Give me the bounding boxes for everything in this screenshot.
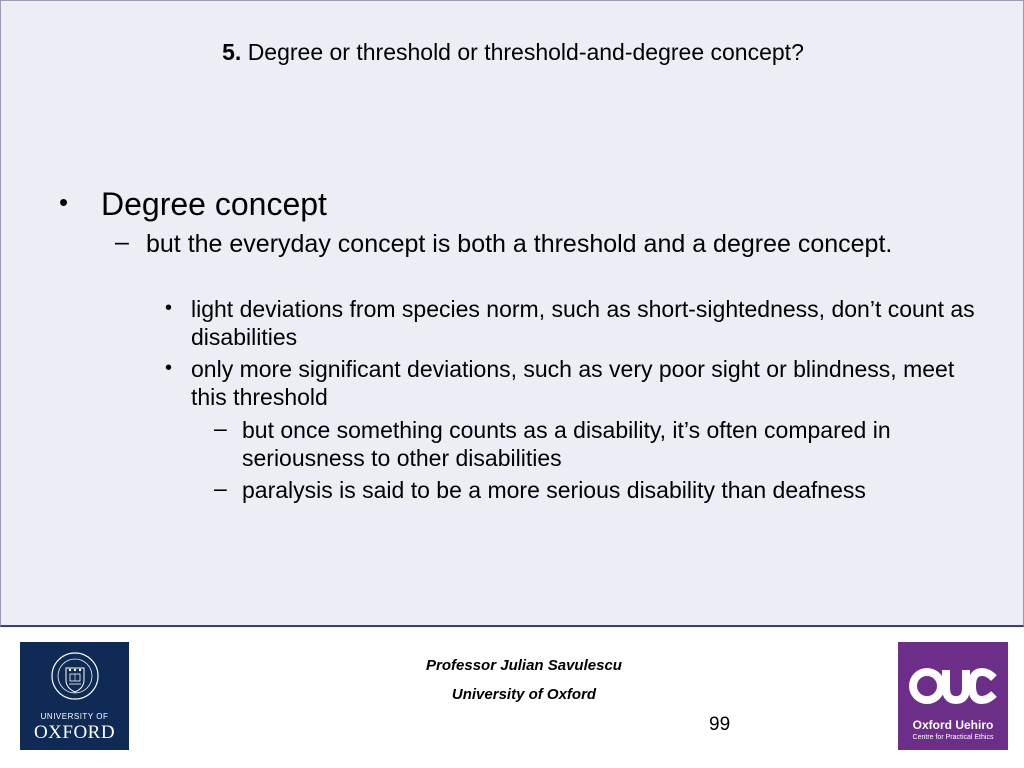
oxford-logo-big-text: OXFORD	[33, 722, 116, 743]
uehiro-logo-name: Oxford Uehiro	[912, 718, 994, 732]
slide-title-text: Degree or threshold or threshold-and-degree concept?	[247, 39, 804, 65]
dash-icon: –	[214, 415, 227, 441]
bullet-text: paralysis is said to be a more serious disability than deafness	[242, 477, 866, 503]
bullet-icon: •	[165, 357, 173, 379]
footer-author: Professor Julian Savulescu	[426, 657, 622, 674]
dash-icon: –	[115, 228, 129, 256]
slide-title	[1, 39, 1024, 66]
bullet-level3	[165, 355, 981, 411]
bullet-level4	[214, 415, 982, 472]
bullet-text: but the everyday concept is both a threshold and a degree concept.	[146, 230, 893, 258]
bullet-level2	[115, 228, 906, 259]
oxford-uehiro-logo	[898, 642, 1008, 750]
bullet-icon: •	[165, 297, 173, 319]
bullet-text: only more significant deviations, such as very poor sight or blindness, meet this threshold	[191, 356, 955, 410]
bullet-text: but once something counts as a disability, it’s often compared in seriousness to other disabilities	[242, 417, 891, 471]
bullet-icon: •	[59, 187, 69, 217]
uehiro-logo-subtitle: Centre for Practical Ethics	[912, 734, 994, 741]
bullet-level1	[59, 185, 981, 223]
footer-organization: University of Oxford	[451, 686, 597, 703]
bullet-text: Degree concept	[101, 186, 327, 222]
slide-title-number: 5.	[222, 39, 242, 65]
bullet-level3	[165, 295, 981, 351]
uehiro-mark-icon	[906, 660, 1000, 712]
bullet-level4	[214, 475, 982, 504]
bullet-text: light deviations from species norm, such as short-sightedness, don’t count as disabilities	[191, 296, 975, 350]
dash-icon: –	[214, 475, 227, 501]
oxford-logo-small-text: UNIVERSITY OF	[40, 712, 109, 721]
page-number: 99	[709, 714, 731, 735]
